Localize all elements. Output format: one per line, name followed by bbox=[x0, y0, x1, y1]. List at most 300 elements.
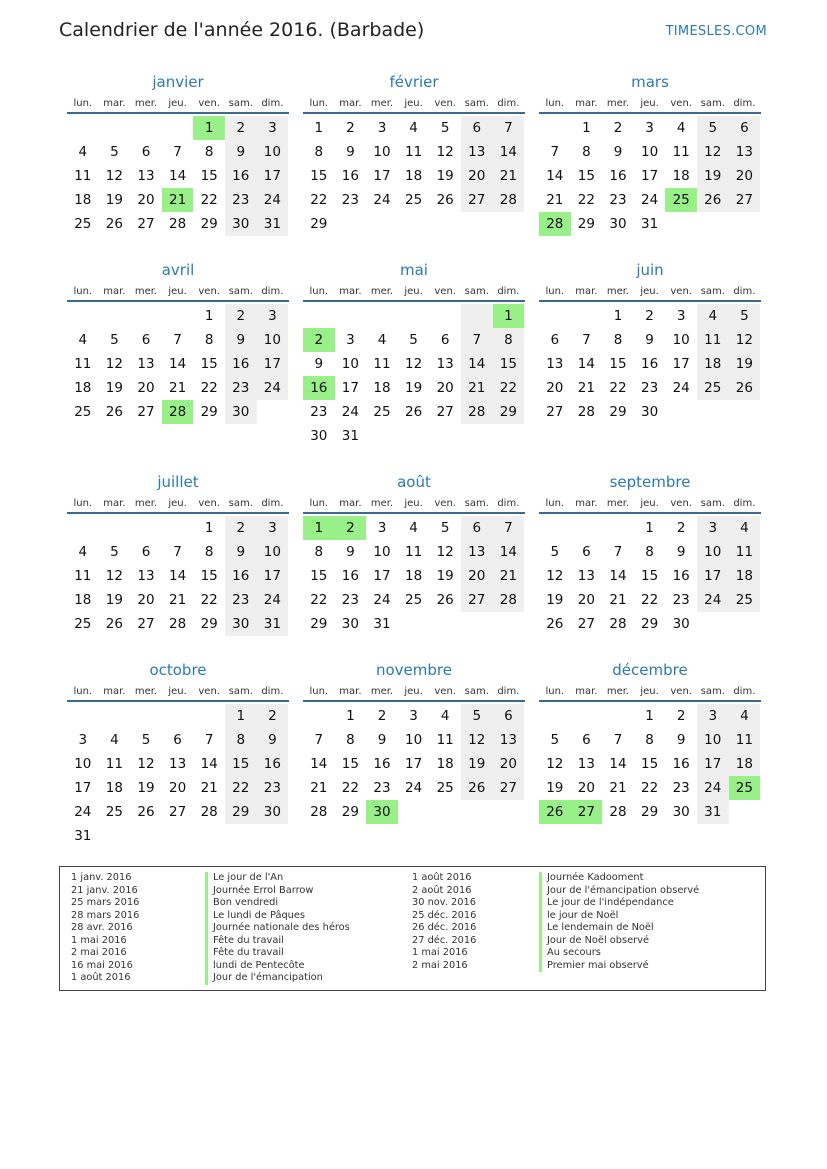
day-cell: 22 bbox=[341, 780, 359, 796]
empty-cell bbox=[398, 800, 430, 824]
legend-left-names bbox=[205, 872, 350, 985]
day-cell: 9 bbox=[676, 732, 686, 748]
empty-cell bbox=[571, 516, 603, 540]
weekday-header bbox=[303, 685, 525, 702]
day-cell: 25 bbox=[436, 780, 454, 796]
day-cell: 16 bbox=[225, 164, 257, 188]
day-cell: 24 bbox=[697, 588, 729, 612]
day-cell: 26 bbox=[539, 800, 571, 824]
legend-date: 28 mars 2016 bbox=[71, 909, 140, 921]
legend-date: 27 déc. 2016 bbox=[412, 934, 477, 946]
day-cell: 3 bbox=[257, 116, 289, 140]
empty-cell bbox=[67, 304, 99, 328]
legend-date: 1 août 2016 bbox=[71, 972, 131, 983]
day-cell: 5 bbox=[440, 520, 450, 536]
day-cell: 5 bbox=[729, 304, 761, 328]
days-grid bbox=[67, 116, 289, 236]
month-name: septembre bbox=[609, 473, 691, 491]
day-cell: 19 bbox=[436, 568, 454, 584]
day-cell: 19 bbox=[697, 164, 729, 188]
day-cell: 2 bbox=[613, 120, 623, 136]
day-cell: 21 bbox=[493, 564, 525, 588]
day-cell: 23 bbox=[225, 188, 257, 212]
day-cell: 6 bbox=[729, 116, 761, 140]
empty-cell bbox=[130, 824, 162, 848]
day-cell: 22 bbox=[493, 376, 525, 400]
day-cell: 10 bbox=[257, 540, 289, 564]
day-cell: 10 bbox=[341, 356, 359, 372]
day-cell: 13 bbox=[461, 140, 493, 164]
day-cell: 1 bbox=[204, 308, 214, 324]
empty-cell bbox=[130, 116, 162, 140]
month-7 bbox=[303, 473, 525, 636]
weekday-label: dim. bbox=[497, 498, 520, 509]
day-cell: 3 bbox=[676, 308, 686, 324]
day-cell: 6 bbox=[141, 144, 151, 160]
day-cell: 25 bbox=[74, 216, 92, 232]
empty-cell bbox=[729, 612, 761, 636]
weekday-label: mer. bbox=[370, 286, 394, 297]
weekday-label: sam. bbox=[700, 286, 725, 297]
day-cell: 10 bbox=[404, 732, 423, 748]
day-cell: 19 bbox=[105, 592, 123, 608]
day-cell: 29 bbox=[200, 616, 218, 632]
day-cell: 21 bbox=[168, 380, 187, 396]
day-cell: 23 bbox=[257, 776, 289, 800]
day-cell: 2 bbox=[257, 704, 289, 728]
day-cell: 7 bbox=[613, 544, 623, 560]
day-cell: 30 bbox=[672, 804, 690, 820]
weekday-label: mar. bbox=[103, 686, 126, 697]
days-grid bbox=[67, 516, 289, 636]
day-cell: 18 bbox=[404, 168, 423, 184]
day-cell: 10 bbox=[672, 332, 690, 348]
day-cell: 31 bbox=[257, 212, 289, 236]
day-cell: 1 bbox=[225, 704, 257, 728]
empty-cell bbox=[99, 704, 131, 728]
legend-holiday-name: Bon vendredi bbox=[205, 897, 350, 910]
weekday-header bbox=[539, 497, 761, 514]
month-name: février bbox=[389, 73, 439, 91]
day-cell: 24 bbox=[74, 804, 92, 820]
empty-cell bbox=[67, 116, 99, 140]
day-cell: 12 bbox=[729, 328, 761, 352]
empty-cell bbox=[429, 304, 461, 328]
day-cell: 3 bbox=[697, 516, 729, 540]
page-title: Calendrier de l'année 2016. (Barbade) bbox=[59, 19, 425, 41]
day-cell: 6 bbox=[141, 544, 151, 560]
day-cell: 1 bbox=[193, 116, 225, 140]
day-cell: 23 bbox=[640, 380, 659, 396]
day-cell: 10 bbox=[697, 728, 729, 752]
day-cell: 28 bbox=[162, 400, 194, 424]
empty-cell bbox=[461, 304, 493, 328]
day-cell: 29 bbox=[200, 216, 218, 232]
day-cell: 9 bbox=[645, 332, 654, 348]
day-cell: 28 bbox=[200, 804, 218, 820]
empty-cell bbox=[130, 516, 162, 540]
empty-cell bbox=[665, 400, 697, 424]
day-cell: 10 bbox=[74, 756, 92, 772]
day-cell: 28 bbox=[310, 804, 328, 820]
day-cell: 24 bbox=[672, 380, 690, 396]
day-cell: 23 bbox=[341, 192, 359, 208]
day-cell: 12 bbox=[105, 568, 123, 584]
day-cell: 13 bbox=[577, 568, 595, 584]
brand-link[interactable]: TIMESLES.COM bbox=[665, 24, 767, 39]
day-cell: 21 bbox=[546, 192, 564, 208]
day-cell: 29 bbox=[609, 404, 627, 420]
day-cell: 30 bbox=[609, 216, 627, 232]
day-cell: 6 bbox=[440, 332, 450, 348]
weekday-label: dim. bbox=[497, 98, 520, 109]
day-cell: 20 bbox=[461, 164, 493, 188]
day-cell: 22 bbox=[200, 380, 218, 396]
empty-cell bbox=[366, 304, 398, 328]
day-cell: 12 bbox=[546, 568, 564, 584]
day-cell: 26 bbox=[137, 804, 155, 820]
days-grid bbox=[539, 704, 761, 824]
empty-cell bbox=[539, 704, 571, 728]
legend-holiday-name: Le lundi de Pâques bbox=[205, 910, 350, 923]
legend-holiday-name: Fête du travail bbox=[205, 935, 350, 948]
day-cell: 15 bbox=[200, 568, 218, 584]
day-cell: 20 bbox=[137, 380, 155, 396]
day-cell: 12 bbox=[546, 756, 564, 772]
day-cell: 18 bbox=[729, 564, 761, 588]
day-cell: 28 bbox=[539, 212, 571, 236]
day-cell: 5 bbox=[461, 704, 493, 728]
empty-cell bbox=[162, 824, 194, 848]
weekday-label: ven. bbox=[670, 498, 692, 509]
day-cell: 22 bbox=[310, 592, 328, 608]
day-cell: 19 bbox=[105, 192, 123, 208]
weekday-label: ven. bbox=[434, 286, 456, 297]
day-cell: 2 bbox=[303, 328, 335, 352]
day-cell: 2 bbox=[335, 516, 367, 540]
day-cell: 5 bbox=[110, 144, 119, 160]
day-cell: 31 bbox=[257, 612, 289, 636]
day-cell: 26 bbox=[697, 188, 729, 212]
month-name: mai bbox=[400, 261, 428, 279]
weekday-label: sam. bbox=[464, 498, 489, 509]
day-cell: 19 bbox=[137, 780, 155, 796]
weekday-label: jeu. bbox=[404, 98, 423, 109]
weekday-label: jeu. bbox=[640, 686, 659, 697]
day-cell: 1 bbox=[346, 708, 355, 724]
day-cell: 16 bbox=[257, 752, 289, 776]
weekday-label: ven. bbox=[434, 686, 456, 697]
legend-date: 2 mai 2016 bbox=[71, 947, 127, 958]
month-name: août bbox=[397, 473, 431, 491]
empty-cell bbox=[461, 800, 493, 824]
day-cell: 17 bbox=[257, 564, 289, 588]
day-cell: 17 bbox=[373, 168, 391, 184]
month-10 bbox=[303, 661, 525, 824]
weekday-label: mer. bbox=[606, 686, 630, 697]
day-cell: 6 bbox=[173, 732, 182, 748]
day-cell: 21 bbox=[461, 376, 493, 400]
day-cell: 8 bbox=[204, 332, 214, 348]
day-cell: 30 bbox=[310, 428, 328, 444]
weekday-label: ven. bbox=[198, 98, 220, 109]
legend-holiday-name: Journée nationale des héros bbox=[205, 922, 350, 935]
day-cell: 20 bbox=[729, 164, 761, 188]
day-cell: 8 bbox=[582, 144, 591, 160]
day-cell: 15 bbox=[225, 752, 257, 776]
weekday-label: lun. bbox=[545, 286, 565, 297]
day-cell: 2 bbox=[225, 116, 257, 140]
day-cell: 24 bbox=[257, 188, 289, 212]
day-cell: 14 bbox=[609, 568, 627, 584]
legend-holiday-name: le jour de Noël bbox=[539, 910, 699, 923]
day-cell: 29 bbox=[310, 616, 328, 632]
day-cell: 11 bbox=[404, 544, 423, 560]
month-6 bbox=[67, 473, 289, 636]
day-cell: 25 bbox=[105, 804, 123, 820]
month-name: octobre bbox=[149, 661, 207, 679]
day-cell: 16 bbox=[672, 568, 690, 584]
weekday-label: mar. bbox=[575, 98, 598, 109]
day-cell: 26 bbox=[436, 192, 454, 208]
day-cell: 11 bbox=[697, 328, 729, 352]
day-cell: 8 bbox=[204, 544, 214, 560]
day-cell: 11 bbox=[373, 356, 391, 372]
day-cell: 3 bbox=[257, 304, 289, 328]
legend-holiday-name: Le jour de l'An bbox=[205, 872, 350, 885]
day-cell: 17 bbox=[672, 356, 690, 372]
empty-cell bbox=[398, 612, 430, 636]
day-cell: 4 bbox=[729, 704, 761, 728]
weekday-label: lun. bbox=[73, 686, 93, 697]
day-cell: 12 bbox=[461, 728, 493, 752]
weekday-label: mar. bbox=[575, 286, 598, 297]
day-cell: 12 bbox=[105, 356, 123, 372]
day-cell: 27 bbox=[137, 216, 155, 232]
day-cell: 25 bbox=[74, 404, 92, 420]
weekday-header bbox=[303, 97, 525, 114]
days-grid bbox=[539, 304, 761, 424]
day-cell: 24 bbox=[341, 404, 359, 420]
day-cell: 25 bbox=[729, 776, 761, 800]
weekday-label: mar. bbox=[103, 498, 126, 509]
day-cell: 4 bbox=[377, 332, 387, 348]
empty-cell bbox=[461, 212, 493, 236]
day-cell: 17 bbox=[257, 164, 289, 188]
weekday-label: lun. bbox=[309, 98, 329, 109]
day-cell: 3 bbox=[346, 332, 355, 348]
day-cell: 4 bbox=[409, 520, 418, 536]
day-cell: 29 bbox=[640, 616, 659, 632]
weekday-label: ven. bbox=[670, 286, 692, 297]
day-cell: 11 bbox=[74, 168, 92, 184]
day-cell: 8 bbox=[314, 144, 324, 160]
day-cell: 6 bbox=[141, 332, 151, 348]
day-cell: 16 bbox=[225, 352, 257, 376]
weekday-label: jeu. bbox=[168, 98, 187, 109]
day-cell: 18 bbox=[373, 380, 391, 396]
weekday-label: jeu. bbox=[404, 686, 423, 697]
day-cell: 23 bbox=[341, 592, 359, 608]
month-name: novembre bbox=[376, 661, 452, 679]
day-cell: 13 bbox=[546, 356, 564, 372]
weekday-label: dim. bbox=[261, 498, 284, 509]
day-cell: 25 bbox=[697, 376, 729, 400]
day-cell: 5 bbox=[550, 732, 560, 748]
weekday-header bbox=[539, 97, 761, 114]
legend-holiday-name: Le lendemain de Noël bbox=[539, 922, 699, 935]
day-cell: 27 bbox=[137, 404, 155, 420]
day-cell: 2 bbox=[346, 120, 355, 136]
day-cell: 12 bbox=[404, 356, 423, 372]
holiday-legend bbox=[59, 866, 766, 991]
day-cell: 13 bbox=[436, 356, 454, 372]
day-cell: 18 bbox=[105, 780, 123, 796]
day-cell: 17 bbox=[257, 352, 289, 376]
weekday-label: lun. bbox=[545, 686, 565, 697]
day-cell: 9 bbox=[225, 540, 257, 564]
empty-cell bbox=[193, 704, 225, 728]
day-cell: 17 bbox=[341, 380, 359, 396]
legend-holiday-name: Jour de Noël observé bbox=[539, 935, 699, 948]
weekday-label: sam. bbox=[228, 686, 253, 697]
weekday-label: lun. bbox=[73, 286, 93, 297]
day-cell: 22 bbox=[200, 592, 218, 608]
day-cell: 1 bbox=[303, 516, 335, 540]
legend-date: 25 mars 2016 bbox=[71, 897, 140, 908]
day-cell: 17 bbox=[640, 168, 659, 184]
day-cell: 24 bbox=[640, 192, 659, 208]
days-grid bbox=[303, 116, 525, 236]
day-cell: 16 bbox=[341, 168, 359, 184]
day-cell: 20 bbox=[436, 380, 454, 396]
day-cell: 27 bbox=[436, 404, 454, 420]
day-cell: 2 bbox=[645, 308, 654, 324]
day-cell: 20 bbox=[546, 380, 564, 396]
day-cell: 25 bbox=[404, 592, 423, 608]
day-cell: 11 bbox=[74, 356, 92, 372]
empty-cell bbox=[398, 304, 430, 328]
day-cell: 21 bbox=[162, 188, 194, 212]
day-cell: 26 bbox=[404, 404, 423, 420]
weekday-label: dim. bbox=[733, 98, 756, 109]
weekday-label: sam. bbox=[464, 686, 489, 697]
day-cell: 3 bbox=[377, 120, 387, 136]
weekday-label: ven. bbox=[434, 98, 456, 109]
day-cell: 14 bbox=[493, 540, 525, 564]
day-cell: 9 bbox=[346, 544, 355, 560]
day-cell: 9 bbox=[225, 328, 257, 352]
day-cell: 15 bbox=[200, 356, 218, 372]
day-cell: 17 bbox=[697, 752, 729, 776]
day-cell: 15 bbox=[577, 168, 595, 184]
day-cell: 16 bbox=[609, 168, 627, 184]
day-cell: 30 bbox=[225, 212, 257, 236]
day-cell: 2 bbox=[676, 520, 686, 536]
weekday-header bbox=[67, 685, 289, 702]
day-cell: 27 bbox=[577, 616, 595, 632]
empty-cell bbox=[571, 704, 603, 728]
weekday-label: mar. bbox=[575, 498, 598, 509]
empty-cell bbox=[193, 824, 225, 848]
legend-holiday-name: Au secours bbox=[539, 947, 699, 960]
day-cell: 2 bbox=[676, 708, 686, 724]
day-cell: 23 bbox=[609, 192, 627, 208]
day-cell: 11 bbox=[105, 756, 123, 772]
day-cell: 14 bbox=[461, 352, 493, 376]
day-cell: 13 bbox=[137, 168, 155, 184]
day-cell: 12 bbox=[697, 140, 729, 164]
empty-cell bbox=[162, 704, 194, 728]
day-cell: 15 bbox=[493, 352, 525, 376]
day-cell: 15 bbox=[200, 168, 218, 184]
day-cell: 6 bbox=[461, 516, 493, 540]
day-cell: 14 bbox=[546, 168, 564, 184]
day-cell: 15 bbox=[640, 568, 659, 584]
weekday-label: sam. bbox=[228, 498, 253, 509]
day-cell: 28 bbox=[493, 588, 525, 612]
month-5 bbox=[539, 261, 761, 424]
day-cell: 14 bbox=[168, 568, 187, 584]
day-cell: 25 bbox=[404, 192, 423, 208]
day-cell: 7 bbox=[314, 732, 324, 748]
day-cell: 30 bbox=[341, 616, 359, 632]
weekday-label: lun. bbox=[309, 498, 329, 509]
day-cell: 14 bbox=[310, 756, 328, 772]
day-cell: 7 bbox=[204, 732, 214, 748]
day-cell: 24 bbox=[697, 776, 729, 800]
day-cell: 4 bbox=[78, 544, 88, 560]
month-name: mars bbox=[631, 73, 669, 91]
day-cell: 8 bbox=[225, 728, 257, 752]
empty-cell bbox=[257, 400, 289, 424]
weekday-label: mer. bbox=[134, 498, 158, 509]
empty-cell bbox=[162, 116, 194, 140]
day-cell: 22 bbox=[200, 192, 218, 208]
day-cell: 18 bbox=[404, 568, 423, 584]
day-cell: 28 bbox=[168, 616, 187, 632]
month-8 bbox=[539, 473, 761, 636]
day-cell: 3 bbox=[377, 520, 387, 536]
day-cell: 11 bbox=[436, 732, 454, 748]
day-cell: 4 bbox=[78, 332, 88, 348]
day-cell: 20 bbox=[168, 780, 187, 796]
day-cell: 13 bbox=[137, 568, 155, 584]
day-cell: 26 bbox=[461, 776, 493, 800]
weekday-header bbox=[539, 685, 761, 702]
legend-holiday-name: Premier mai observé bbox=[539, 960, 699, 973]
day-cell: 18 bbox=[74, 592, 92, 608]
day-cell: 15 bbox=[310, 168, 328, 184]
weekday-header bbox=[67, 285, 289, 302]
day-cell: 20 bbox=[137, 192, 155, 208]
day-cell: 27 bbox=[546, 404, 564, 420]
day-cell: 21 bbox=[577, 380, 595, 396]
day-cell: 14 bbox=[577, 356, 595, 372]
day-cell: 31 bbox=[74, 828, 92, 844]
weekday-label: dim. bbox=[733, 686, 756, 697]
weekday-label: mar. bbox=[103, 286, 126, 297]
day-cell: 11 bbox=[729, 540, 761, 564]
day-cell: 6 bbox=[493, 704, 525, 728]
day-cell: 9 bbox=[613, 144, 623, 160]
day-cell: 10 bbox=[373, 144, 391, 160]
legend-holiday-name: Jour de l'émancipation bbox=[205, 972, 350, 985]
empty-cell bbox=[398, 212, 430, 236]
weekday-label: mar. bbox=[339, 686, 362, 697]
day-cell: 29 bbox=[225, 800, 257, 824]
day-cell: 27 bbox=[137, 616, 155, 632]
